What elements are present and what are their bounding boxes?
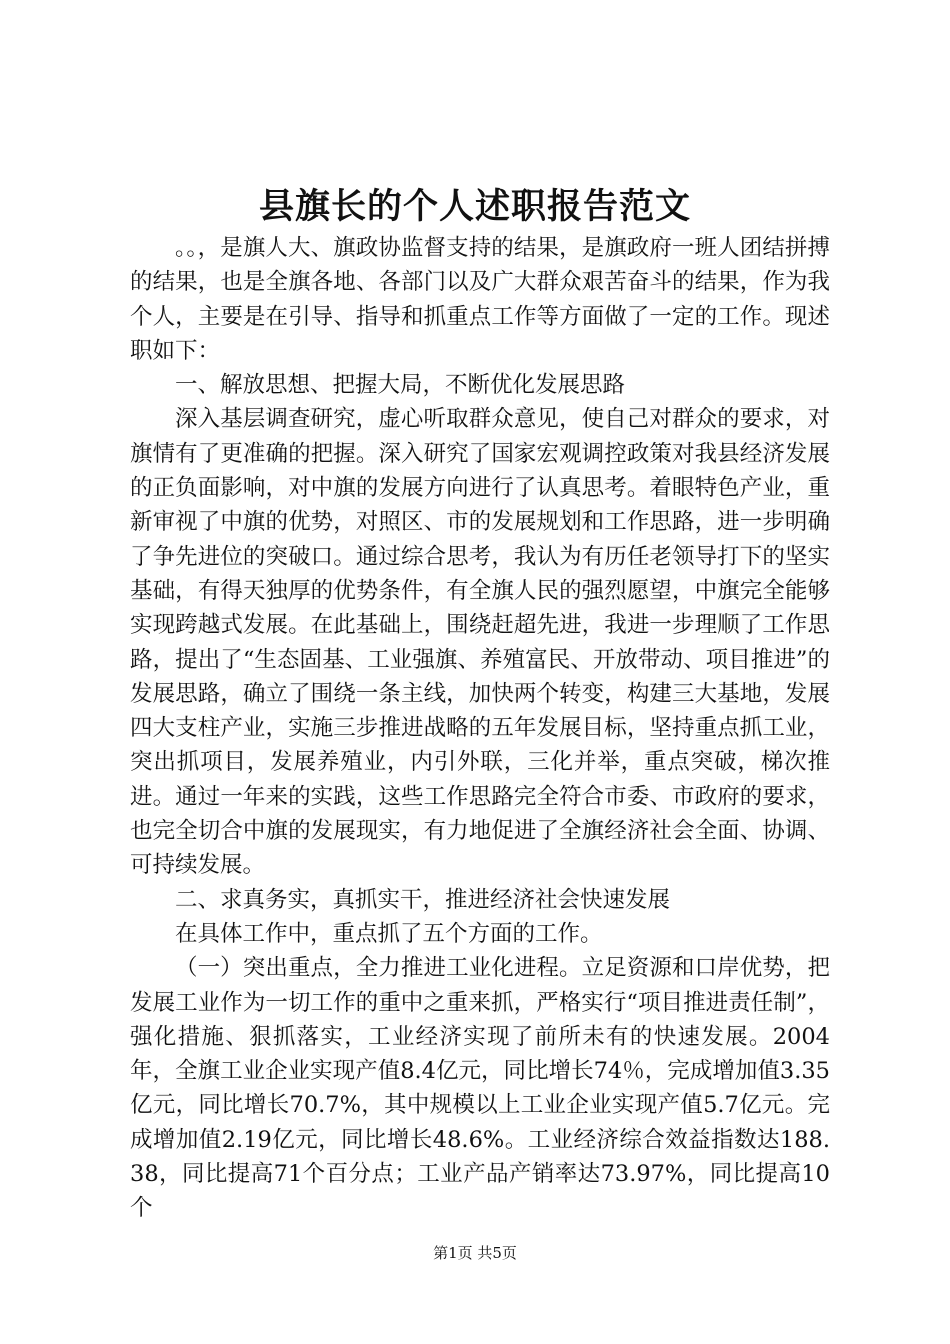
page-number-footer: 第1页 共5页: [433, 1244, 517, 1262]
paragraph-section-2-intro: 在具体工作中，重点抓了五个方面的工作。: [175, 920, 603, 947]
document-title: 县旗长的个人述职报告范文: [258, 186, 691, 227]
section-heading-2: 二、求真务实，真抓实干，推进经济社会快速发展: [175, 886, 671, 913]
document-body: [130, 231, 830, 1226]
paragraph-section-1: 深入基层调查研究，虚心听取群众意见，使自己对群众的要求，对旗情有了更准确的把握。深入研究了国家宏观调控政策对我县经济发展的正负面影响，对中旗的发展方向进行了认真思考。着眼特色产业，重新审视了中旗的优势，对照区、市的发展规划和工作思路，进一步明确了争先进位的突破口。通过综合思考，我认为有历任老领导打下的坚实基础，有得天独厚的优势条件，有全旗人民的强烈愿望，中旗完全能够实现跨越式发展。在此基础上，围绕赶超先进，我进一步理顺了工作思路，提出了“生态固基、工业强旗、养殖富民、开放带动、项目推进”的发展思路，确立了围绕一条主线，加快两个转变，构建三大基地，发展四大支柱产业，实施三步推进战略的五年发展目标，坚持重点抓工业，突出抓项目，发展养殖业，内引外联，三化并举，重点突破，梯次推进。通过一年来的实践，这些工作思路完全符合市委、市政府的要求，也完全切合中旗的发展现实，有力地促进了全旗经济社会全面、协调、可持续发展。: [130, 406, 830, 879]
paragraph-subsection-1: （一）突出重点，全力推进工业化进程。立足资源和口岸优势，把发展工业作为一切工作的重中之重来抓，严格实行“项目推进责任制”，强化措施、狠抓落实，工业经济实现了前所未有的快速发展。2004年，全旗工业企业实现产值8.4亿元，同比增长74％，完成增加值3.35亿元，同比增长70.7%，其中规模以上工业企业实现产值5.7亿元。完成增加值2.19亿元，同比增长48.6%。工业经济综合效益指数达188.38，同比提高71个百分点；工业产品产销率达73.97%，同比提高10个: [130, 955, 830, 1222]
paragraph-intro: 。。，是旗人大、旗政协监督支持的结果，是旗政府一班人团结拼搏的结果，也是全旗各地、各部门以及广大群众艰苦奋斗的结果，作为我个人，主要是在引导、指导和抓重点工作等方面做了一定的工作。现述职如下：: [130, 235, 830, 364]
section-heading-1: 一、解放思想、把握大局，不断优化发展思路: [175, 372, 626, 399]
